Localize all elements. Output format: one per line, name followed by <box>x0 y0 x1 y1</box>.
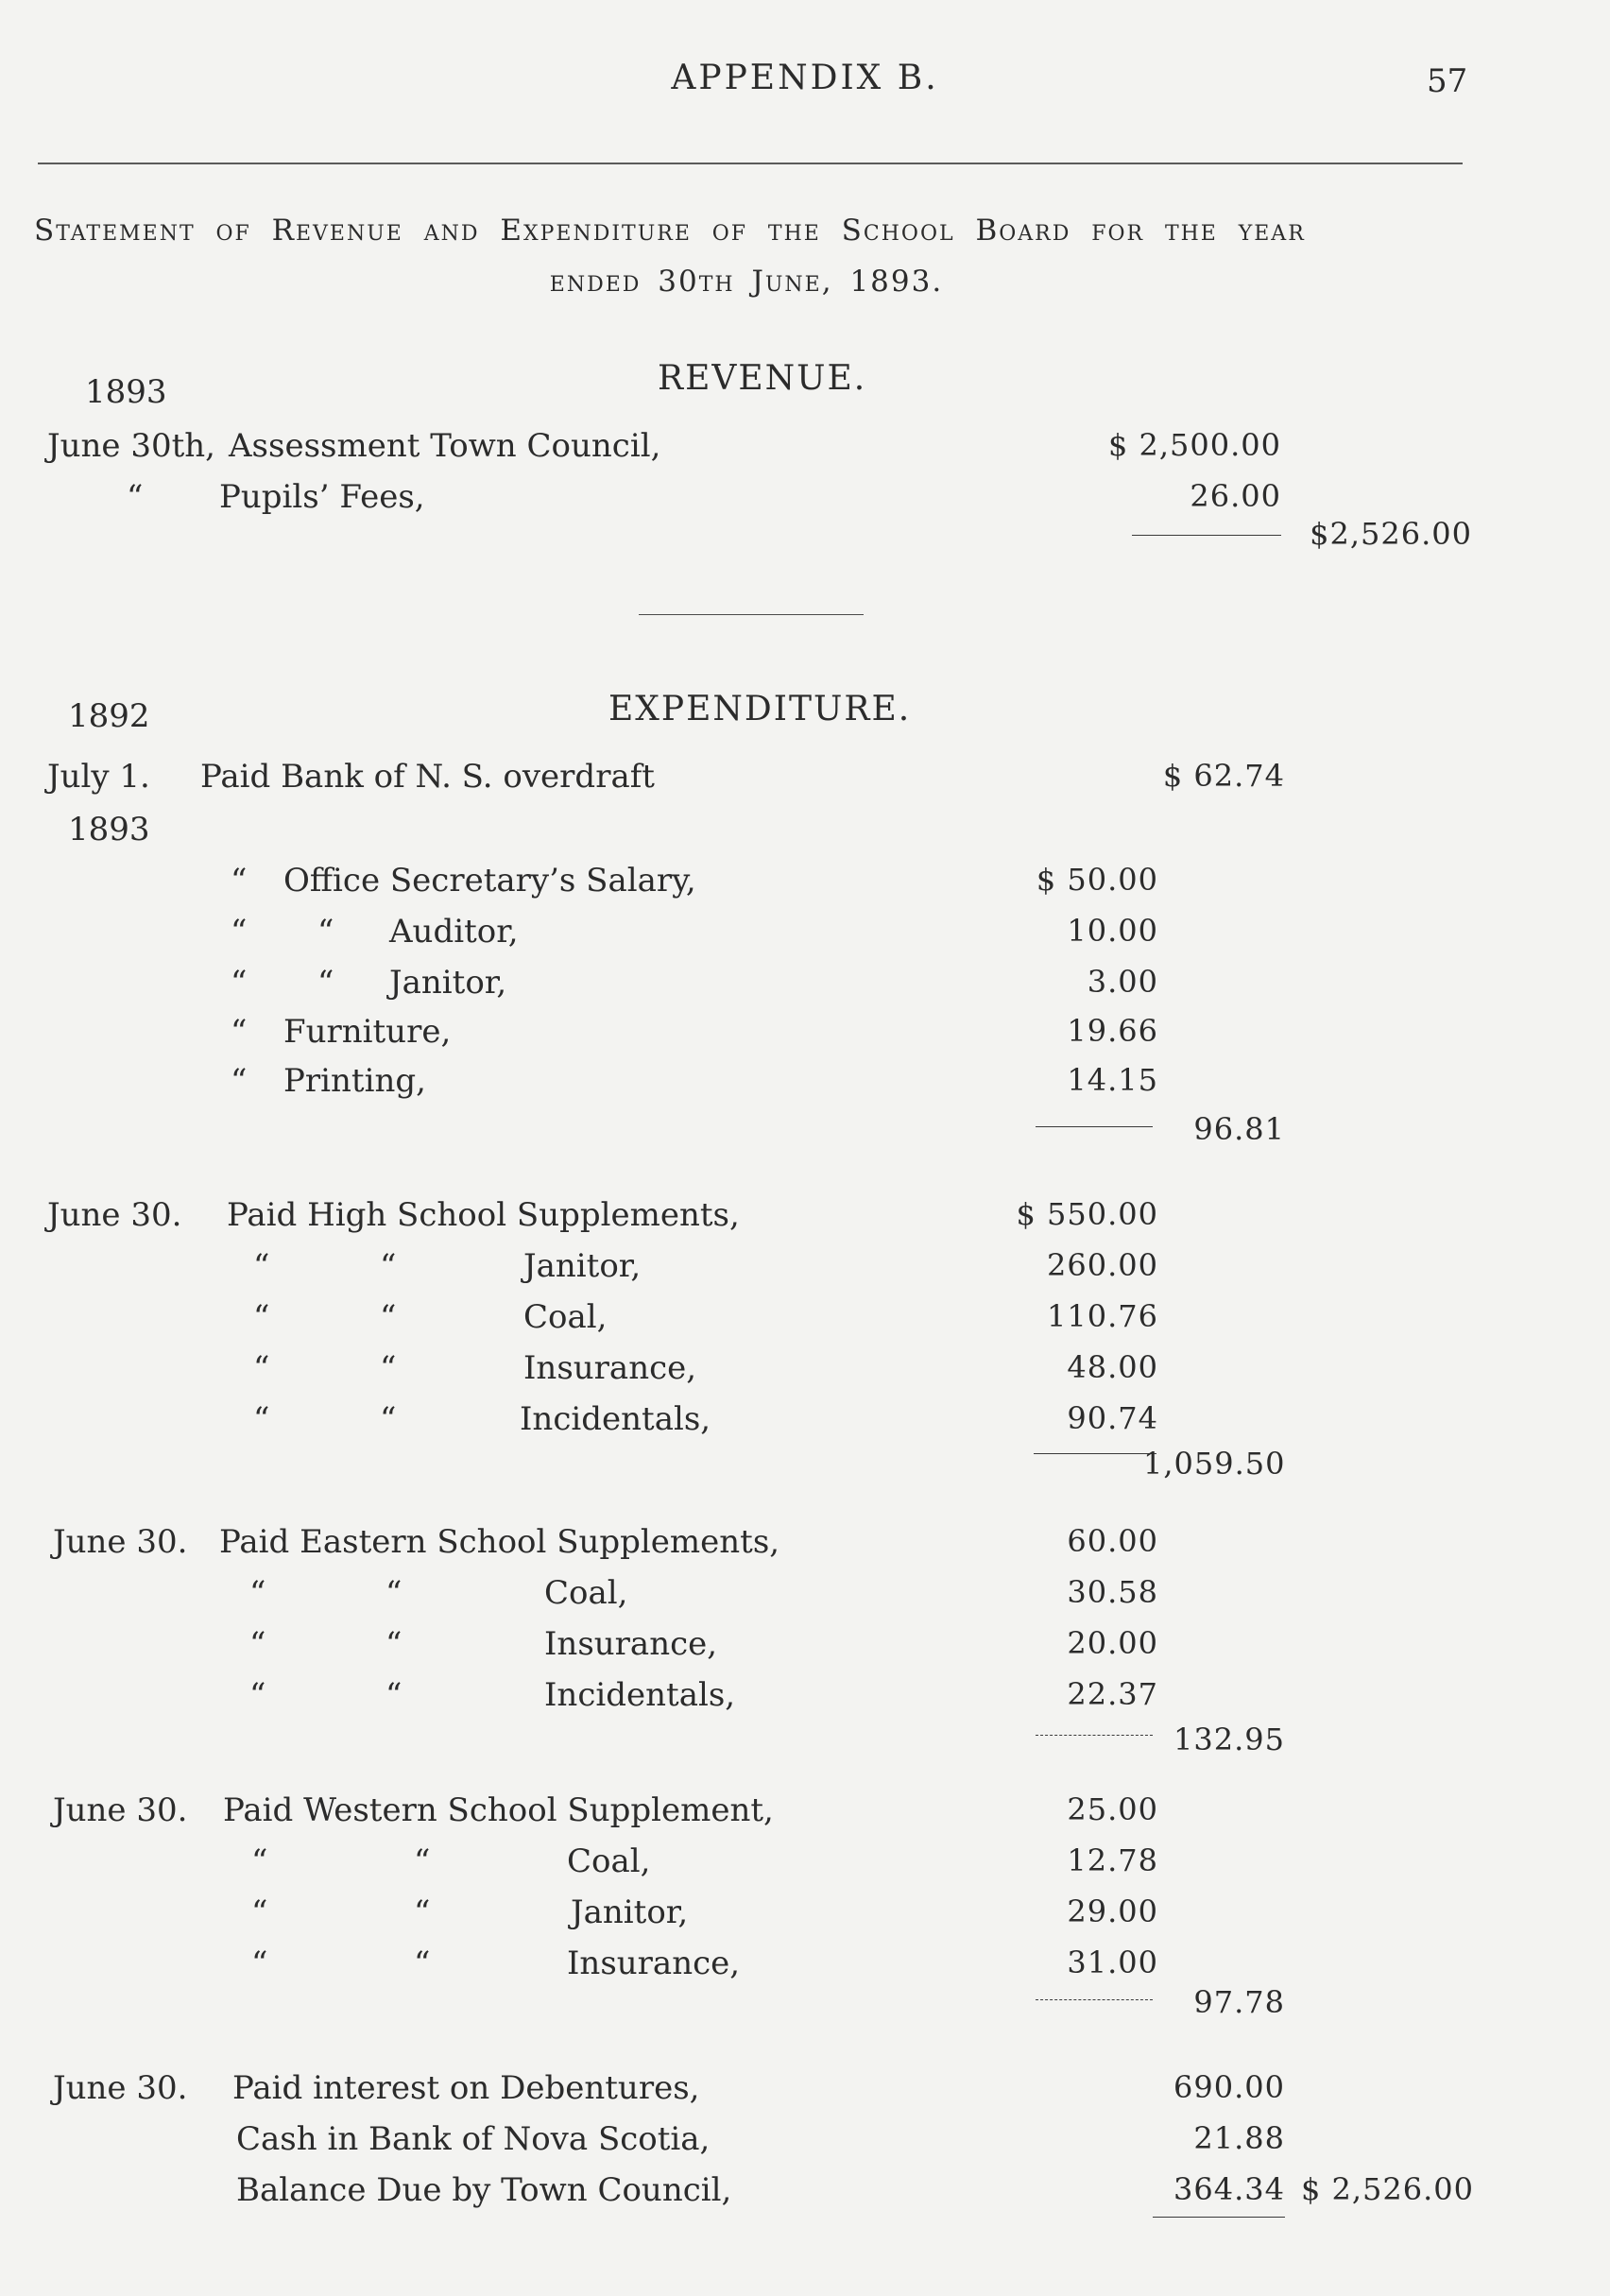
ditto-mark: “ <box>253 1247 270 1285</box>
ditto-mark: “ <box>385 1574 402 1612</box>
revenue-heading: REVENUE. <box>658 359 867 398</box>
revenue-row-label: Assessment Town Council, <box>229 427 661 465</box>
statement-title-line1: Statement of Revenue and Expenditure of the School Board for the year <box>34 214 1306 248</box>
expenditure-row-label: Auditor, <box>389 913 519 951</box>
subtotal-rule <box>1034 1453 1156 1454</box>
expenditure-row-label: Printing, <box>283 1062 426 1100</box>
ditto-mark: “ <box>253 1400 270 1438</box>
expenditure-row-label: Office Secretary’s Salary, <box>283 862 696 900</box>
ditto-mark: “ <box>253 1349 270 1387</box>
expenditure-date: June 30. <box>53 1523 188 1561</box>
expenditure-row-amount: $ 62.74 <box>1162 758 1285 794</box>
expenditure-row-label: Janitor, <box>571 1893 689 1931</box>
expenditure-date: June 30. <box>47 1196 182 1234</box>
expenditure-row-label: Coal, <box>544 1574 628 1612</box>
expenditure-row-label: Paid Western School Supplement, <box>223 1791 774 1829</box>
expenditure-row-label: Janitor, <box>523 1247 642 1285</box>
ditto-mark: “ <box>231 1062 248 1100</box>
ditto-mark: “ <box>414 1945 431 1982</box>
subtotal-rule <box>1132 535 1281 536</box>
expenditure-row-amount: 12.78 <box>1067 1842 1158 1878</box>
expenditure-row-amount: 48.00 <box>1067 1349 1158 1385</box>
expenditure-year: 1893 <box>68 811 150 848</box>
expenditure-row-amount: 260.00 <box>1047 1247 1158 1283</box>
expenditure-row-label: Paid interest on Debentures, <box>232 2069 700 2107</box>
expenditure-row-amount: 20.00 <box>1067 1625 1158 1661</box>
header-rule <box>38 163 1463 164</box>
expenditure-row-amount: 29.00 <box>1067 1893 1158 1929</box>
expenditure-row-label: Incidentals, <box>520 1400 711 1438</box>
revenue-total: $2,526.00 <box>1310 516 1472 552</box>
ditto-mark: “ <box>231 1013 248 1051</box>
expenditure-row-amount: 31.00 <box>1067 1945 1158 1980</box>
expenditure-date: July 1. <box>47 758 150 796</box>
expenditure-row-label: Balance Due by Town Council, <box>236 2171 732 2209</box>
expenditure-row-label: Paid Eastern School Supplements, <box>219 1523 780 1561</box>
ditto-mark: “ <box>251 1893 268 1931</box>
group-total: 1,059.50 <box>1143 1446 1286 1482</box>
expenditure-row-amount: 90.74 <box>1067 1400 1158 1436</box>
ditto-mark: “ <box>317 913 334 951</box>
appendix-title: APPENDIX B. <box>671 59 939 97</box>
expenditure-row-amount: 30.58 <box>1067 1574 1158 1610</box>
expenditure-row-label: Incidentals, <box>544 1676 736 1714</box>
expenditure-row-amount: $ 50.00 <box>1036 862 1158 898</box>
ditto-mark: “ <box>251 1945 268 1982</box>
ditto-mark: “ <box>249 1676 266 1714</box>
statement-title-line2: ended 30th June, 1893. <box>549 265 944 299</box>
expenditure-date: June 30. <box>53 1791 188 1829</box>
expenditure-year: 1892 <box>68 697 150 735</box>
ditto-mark: “ <box>253 1298 270 1336</box>
expenditure-row-amount: 60.00 <box>1067 1523 1158 1559</box>
revenue-row-amount: 26.00 <box>1190 478 1281 514</box>
section-divider <box>639 614 864 615</box>
expenditure-row-amount: $ 550.00 <box>1016 1196 1158 1232</box>
group-total: 97.78 <box>1193 1984 1285 2020</box>
ditto-mark: “ <box>414 1842 431 1880</box>
subtotal-rule <box>1036 1735 1153 1736</box>
expenditure-row-label: Insurance, <box>544 1625 718 1663</box>
expenditure-date: June 30. <box>53 2069 188 2107</box>
ditto-mark: “ <box>414 1893 431 1931</box>
grand-total: $ 2,526.00 <box>1300 2171 1474 2207</box>
revenue-row-amount: $ 2,500.00 <box>1107 427 1281 463</box>
group-total: 132.95 <box>1173 1722 1285 1757</box>
subtotal-rule <box>1036 1126 1153 1127</box>
expenditure-row-amount: 3.00 <box>1087 964 1158 1000</box>
ditto-mark: “ <box>231 964 248 1002</box>
expenditure-row-label: Paid High School Supplements, <box>227 1196 740 1234</box>
expenditure-row-amount: 10.00 <box>1067 913 1158 949</box>
ditto-mark: “ <box>385 1625 402 1663</box>
ditto-mark: “ <box>127 478 144 516</box>
ditto-mark: “ <box>251 1842 268 1880</box>
ditto-mark: “ <box>380 1298 397 1336</box>
expenditure-row-label: Insurance, <box>567 1945 741 1982</box>
expenditure-row-amount: 21.88 <box>1193 2120 1285 2156</box>
expenditure-heading: EXPENDITURE. <box>608 690 912 728</box>
ditto-mark: “ <box>317 964 334 1002</box>
revenue-row-date: June 30th, <box>47 427 215 465</box>
group-total: 96.81 <box>1193 1111 1285 1147</box>
page-number: 57 <box>1427 62 1468 100</box>
subtotal-rule <box>1036 1999 1153 2000</box>
expenditure-row-label: Paid Bank of N. S. overdraft <box>200 758 655 796</box>
expenditure-row-amount: 14.15 <box>1067 1062 1158 1098</box>
expenditure-row-amount: 19.66 <box>1067 1013 1158 1049</box>
revenue-year: 1893 <box>85 373 167 411</box>
expenditure-row-amount: 110.76 <box>1047 1298 1158 1334</box>
expenditure-row-label: Cash in Bank of Nova Scotia, <box>236 2120 711 2158</box>
ditto-mark: “ <box>249 1625 266 1663</box>
expenditure-row-amount: 22.37 <box>1067 1676 1158 1712</box>
ditto-mark: “ <box>231 913 248 951</box>
ditto-mark: “ <box>249 1574 266 1612</box>
revenue-row-label: Pupils’ Fees, <box>219 478 425 516</box>
expenditure-row-label: Insurance, <box>523 1349 697 1387</box>
expenditure-row-label: Coal, <box>567 1842 651 1880</box>
expenditure-row-label: Furniture, <box>283 1013 452 1051</box>
ditto-mark: “ <box>380 1349 397 1387</box>
expenditure-row-label: Janitor, <box>389 964 507 1002</box>
total-underline <box>1153 2217 1285 2218</box>
ditto-mark: “ <box>385 1676 402 1714</box>
ditto-mark: “ <box>380 1400 397 1438</box>
expenditure-row-amount: 364.34 <box>1173 2171 1285 2207</box>
expenditure-row-amount: 690.00 <box>1173 2069 1285 2105</box>
ditto-mark: “ <box>380 1247 397 1285</box>
ditto-mark: “ <box>231 862 248 900</box>
expenditure-row-amount: 25.00 <box>1067 1791 1158 1827</box>
expenditure-row-label: Coal, <box>523 1298 608 1336</box>
